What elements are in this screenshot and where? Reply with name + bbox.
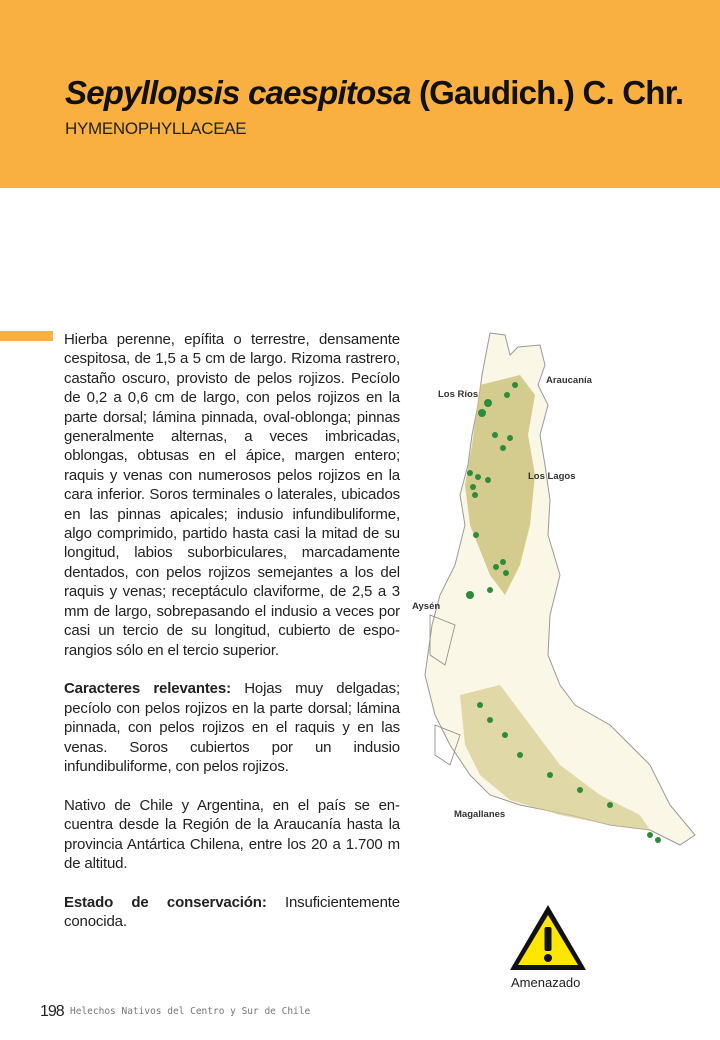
distribution-map: [410, 325, 710, 855]
family-name: HYMENOPHYLLACEAE: [65, 119, 247, 138]
conservation-label: Estado de conservación:: [64, 893, 267, 911]
relevant-characters-paragraph: [64, 679, 400, 776]
distribution-paragraph: Nativo de Chile y Argentina, en el país se encuentra desde la Región de la Araucanía hasta la provincia Antártica Chilena, entre los 20 a 1.700 m de altitud.: [64, 796, 400, 872]
map-label-magallanes: Magallanes: [454, 809, 506, 820]
book-title: Helechos Nativos del Centro y Sur de Chile: [70, 1006, 311, 1017]
conservation-status-label: Amenazado: [511, 975, 581, 990]
warning-triangle-icon: [508, 903, 588, 973]
morphology-paragraph: Hierba perenne, epífita o terrestre, densamente cespitosa, de 1,5 a 5 cm de largo. Rizoma rastrero, castaño oscuro, provisto de pelos rojizos. Pecíolo de 0,2 a 0,6 cm de largo, con pelos rojizos en la parte dorsal; lámina pinnada, oval-oblonga; pinnas generalmente alternas, a veces imbricadas, oblongas, obtusas en el ápice, margen entero; raquis y venas con numerosos pelos rojizos en la cara inferior. Soros terminales o laterales, ubicados en las pinnas apicales; indusio infundibuliforme, algo comprimido, partido hasta casi la mitad de su longitud, labios suborbiculares, marcadamente dentados, con pelos rojizos semejantes a los del raquis y venas; receptáculo claviforme, de 2,5 a 3 mm de largo, sobrepasando el indusio a veces por casi un tercio de su longitud, cubierto de esporangios sólo en el tercio superior.: [64, 331, 400, 659]
map-label-los-rios: Los Ríos: [438, 389, 479, 400]
relevant-text: Hojas muy delgadas; pecíolo con pelos rojizos en la parte dorsal; lámina pinnada, con pelos rojizos en el raquis y en las venas. Soros cubiertos por un indusio infundibuliforme, con pelos rojizos.: [64, 680, 400, 775]
species-title: [65, 74, 683, 112]
section-marker: [0, 331, 53, 341]
species-author: (Gaudich.) C. Chr.: [418, 74, 684, 111]
relevant-label: Caracteres relevantes:: [64, 680, 231, 698]
conservation-paragraph: [64, 893, 400, 932]
map-label-aysen: Aysén: [412, 601, 441, 612]
species-name: Sepyllopsis caespitosa: [65, 74, 411, 111]
conservation-text: Insuficientemente conocida.: [64, 893, 400, 931]
title-banner: [0, 0, 720, 188]
page-number: 198: [40, 1003, 64, 1020]
map-label-los-lagos: Los Lagos: [528, 471, 576, 482]
description-text: [64, 330, 400, 951]
map-label-araucania: Araucanía: [546, 375, 592, 386]
